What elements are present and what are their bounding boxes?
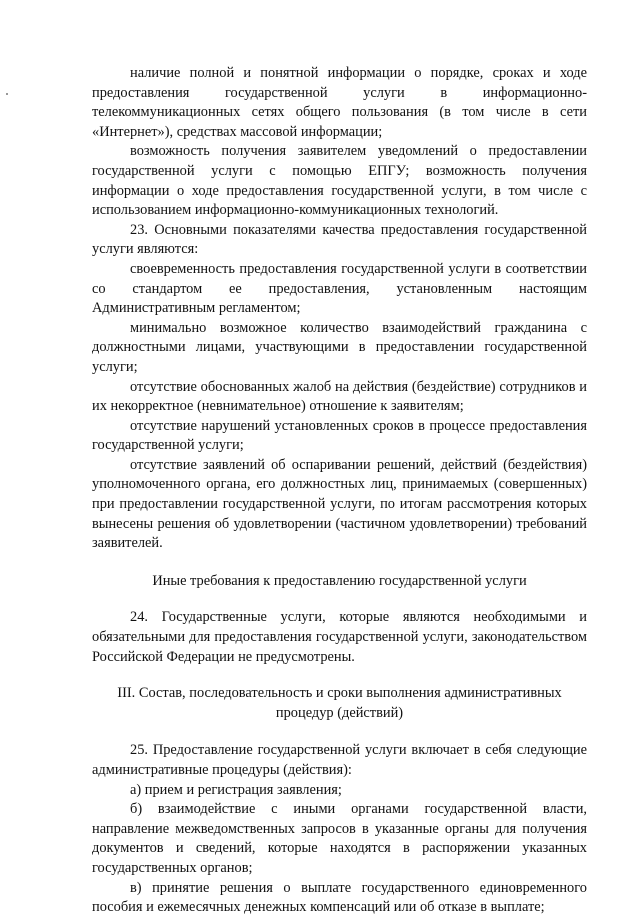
list-item-v: в) принятие решения о выплате государственного единовременного пособия и ежемесячных денежных компенсаций или об отказе в выплате; [92,879,587,916]
document-page [92,64,587,918]
paragraph-23-quality-indicators: 23. Основными показателями качества предоставления государственной услуги являются: [92,221,587,258]
list-item-a: а) прием и регистрация заявления; [130,781,342,798]
paragraph-info-availability: наличие полной и понятной информации о порядке, сроках и ходе предоставления государственной услуги в информационно-телекоммуникационных сетях общего пользования (в том числе в сети «Интернет»), средствах массовой информации; [92,65,587,140]
paragraph-no-complaints: отсутствие обоснованных жалоб на действия (бездействие) сотрудников и их некорректное (невнимательное) отношение к заявителям; [92,378,587,415]
paragraph-timeliness: своевременность предоставления государственной услуги в соответствии со стандартом ее предоставления, установленным настоящим Административным регламентом; [92,260,587,317]
paragraph-no-deadline-violations: отсутствие нарушений установленных сроков в процессе предоставления государственной услуги; [92,417,587,454]
paragraph-notification-option: возможность получения заявителем уведомлений о предоставлении государственной услуги с помощью ЕПГУ; возможность получения информации о ходе предоставления государственной услуги, в том числе с использованием информационно-коммуникационных технологий. [92,143,587,219]
section-3-heading [92,684,587,723]
list-item-b: б) взаимодействие с иными органами государственной власти, направление межведомственных запросов в указанные органы для получения документов и сведений, которые находятся в распоряжении указанных государственных органов; [92,801,587,876]
scan-mark [6,93,8,95]
paragraph-minimal-interactions: минимально возможное количество взаимодействий гражданина с должностными лицами, участвующими в предоставлении государственной услуги; [92,319,587,375]
section-3-heading-line-2: процедур (действий) [275,704,404,721]
heading-other-requirements: Иные требования к предоставлению государственной услуги [152,572,527,589]
paragraph-24: 24. Государственные услуги, которые являются необходимыми и обязательными для предоставления государственной услуги, законодательством Российской Федерации не предусмотрены. [92,609,587,665]
section-3-heading-line-1: III. Состав, последовательность и сроки выполнения административных [117,685,562,702]
paragraph-25: 25. Предоставление государственной услуги включает в себя следующие административные процедуры (действия): [92,742,587,778]
paragraph-no-appeals: отсутствие заявлений об оспаривании решений, действий (бездействия) уполномоченного органа, его должностных лиц, принимаемых (совершенных) при предоставлении государственной услуги, по итогам рассмотрения которых вынесены решения об удовлетворении (частичном удовлетворении) требований заявителей. [92,456,587,552]
